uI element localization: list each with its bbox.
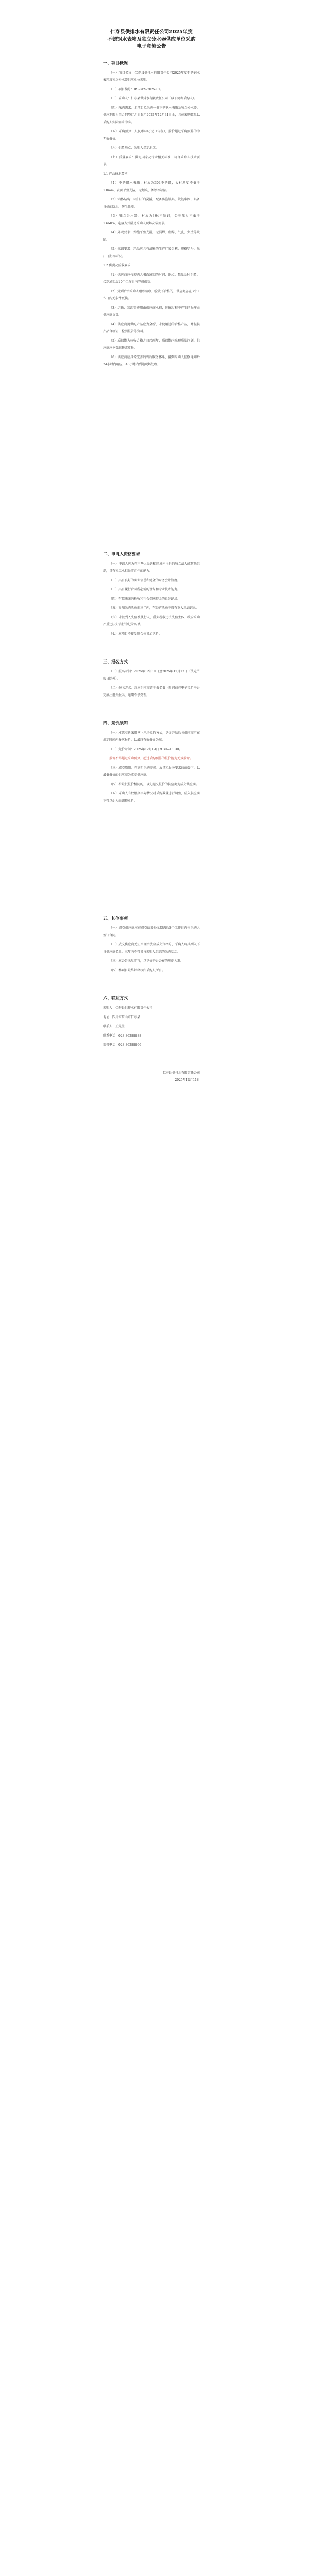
contact-line: 地址：四川省眉山市仁寿县 (103, 1015, 141, 1019)
list-item: （2）箱体结构：箱门开启灵活，配备防盗锁具，铰链牢固，具备良好的防水、防尘性能。 (103, 198, 200, 209)
paragraph: （六）供货地点：采购人指定地点。 (109, 146, 159, 150)
title-line-1: 仁寿县供排水有限责任公司2025年度 (110, 29, 193, 35)
paragraph: （四）若最低报价相同的，以先提交报价的供应商为成交供应商。 (109, 783, 199, 786)
paragraph: （二）成交供应商无正当理由放弃成交资格的，采购人将其列入不良供应商名单，三年内不得参与采购人组织的采购活动。 (103, 943, 200, 954)
signature-date: 2025年12月11日 (175, 1078, 200, 1082)
warning-note: 报价不得超过采购预算，超过采购预算的报价视为无效报价。 (109, 757, 193, 760)
section-bidding-notice (103, 720, 200, 805)
subheading: 1.1 产品技术要求 (103, 172, 128, 176)
section-heading: 二、申请人资格要求 (103, 552, 140, 556)
list-item: （3）独立分水器：材质为304不锈钢，公称压力不低于1.6MPa，连接方式满足采购人现场安装要求。 (103, 214, 200, 225)
announcement-document (103, 29, 200, 1084)
paragraph: （二）报名方式：意向供应商请于报名截止时间前在电子竞价平台完成注册并报名，逾期不予受理。 (103, 686, 200, 697)
contact-line: 联系人：王先生 (103, 1025, 125, 1028)
contact-line: 采购人：仁寿县供排水有限责任公司 (103, 1006, 153, 1010)
section-qualification (103, 551, 200, 638)
section-contact (103, 995, 200, 1049)
title-line-2: 不锈钢水表箱及独立分水器供应单位采购 (107, 37, 196, 42)
section-registration (103, 658, 200, 699)
paragraph: （七）本项目不接受联合体参加竞价。 (109, 632, 162, 636)
list-item: （3）运输、装卸等费用由供应商承担，运输过程中产生的损坏由供应商负责。 (103, 306, 200, 317)
paragraph: （五）参加采购活动前三年内，在经营活动中没有重大违法记录。 (109, 606, 199, 610)
list-item: （5）标识要求：产品应具有清晰的生产厂家名称、规格型号、出厂日期等标识。 (103, 247, 200, 258)
title-line-3: 电子竞价公告 (136, 44, 166, 49)
section-heading: 一、项目概况 (103, 61, 128, 65)
paragraph: （三）本公告未尽事宜，以竞价平台公布的规则为准。 (109, 959, 184, 963)
section-heading: 六、联系方式 (103, 996, 128, 1001)
paragraph: （一）报名时间：2025年12月11日至2025年12月17日（法定节假日除外）。 (103, 670, 200, 681)
paragraph: （五）采购人有权根据实际情况对采购数量进行调整，成交供应商不得以此为由调整单价。 (103, 792, 200, 803)
list-item: （4）外观要求：焊缝平整光滑，无漏焊、虚焊、气孔、夹渣等缺陷。 (103, 231, 200, 242)
list-item: （2）货到后由采购人组织验收，验收不合格的，供应商应在3个工作日内无条件更换。 (103, 290, 200, 300)
paragraph: （一）本次竞价采用网上电子竞价方式，竞价开始后各供应商可在规定时间内多次报价，以最终有效报价为准。 (103, 731, 200, 742)
section-project-overview (103, 60, 200, 368)
blank-space (103, 389, 200, 544)
contact-line: 联系电话：028-36288888 (103, 1034, 142, 1038)
signature-block (103, 1070, 200, 1084)
paragraph: （四）采购需求：本项目拟采购一批不锈钢水表箱及独立分水器，供应期限为自合同签订之日起至2025年12月31日止，具体采购数量以采购人实际需求为准。 (103, 106, 200, 124)
section-heading: 四、竞价须知 (103, 721, 128, 725)
paragraph: （二）竞价时间：2025年12月19日 9:30—11:30。 (109, 748, 182, 751)
list-item: （4）供应商提供的产品应为全新、未使用过的合格产品，并提供产品合格证、检测报告等资料。 (103, 323, 200, 333)
signature-org: 仁寿县供排水有限责任公司 (162, 1071, 200, 1075)
section-heading: 五、其他事项 (103, 916, 128, 921)
paragraph: （六）未被列入失信被执行人、重大税收违法失信主体、政府采购严重违法失信行为记录名单。 (103, 616, 200, 626)
paragraph: （七）质量要求：满足国家及行业相关标准，符合采购人技术要求。 (103, 156, 200, 166)
contact-line: 监督电话：028-36288866 (103, 1043, 142, 1047)
paragraph: （二）具有良好的商业信誉和健全的财务会计制度。 (109, 579, 181, 582)
paragraph: （三）采购人：仁寿县供排水有限责任公司（以下简称采购人）。 (109, 97, 198, 100)
paragraph: （四）有依法缴纳税收和社会保障资金的良好记录。 (109, 597, 181, 601)
paragraph: （三）具有履行合同所必需的设备和专业技术能力。 (109, 588, 181, 591)
list-item: （1）不锈钢水表箱：材质为304不锈钢，板材厚度不低于1.0mm，表面平整光洁，无划痕、锈蚀等缺陷。 (103, 181, 200, 192)
list-item: （1）供应商应按采购人书面通知的时间、地点、数量及时供货，接到通知后10个工作日内完成供货。 (103, 273, 200, 284)
paragraph: （四）本项目最终解释权归采购人所有。 (109, 969, 165, 972)
paragraph: （二）项目编号：RS-GPS-2025-01。 (109, 88, 163, 91)
paragraph: （一）成交供应商应在成交结果公示期满后5个工作日内与采购人签订合同。 (103, 926, 200, 937)
subheading: 1.2 供货及验收要求 (103, 264, 131, 267)
blank-space (103, 825, 200, 908)
list-item: （5）质保期为验收合格之日起两年，质保期内出现质量问题，供应商应免费维修或更换。 (103, 339, 200, 350)
section-other-matters (103, 915, 200, 974)
paragraph: （一）项目名称：仁寿县供排水有限责任公司2025年度不锈钢水表箱及独立分水器供应单位采购。 (103, 71, 200, 82)
list-item: （6）供应商应具备完善的售后服务体系，接到采购人报修通知后24小时内响应，48小时内到达现场处理。 (103, 355, 200, 366)
paragraph: （五）采购预算：人民币40万元（含税），报价超过采购预算的为无效报价。 (103, 130, 200, 141)
paragraph: （三）成交原则：在满足采购需求、质量和服务要求的前提下，以最低报价的供应商为成交供应商。 (103, 766, 200, 777)
document-title (103, 29, 200, 50)
section-heading: 三、报名方式 (103, 659, 128, 664)
paragraph: （一）申请人应为在中华人民共和国境内注册的独立法人或其他组织，具有独立承担民事责任的能力。 (103, 562, 200, 573)
